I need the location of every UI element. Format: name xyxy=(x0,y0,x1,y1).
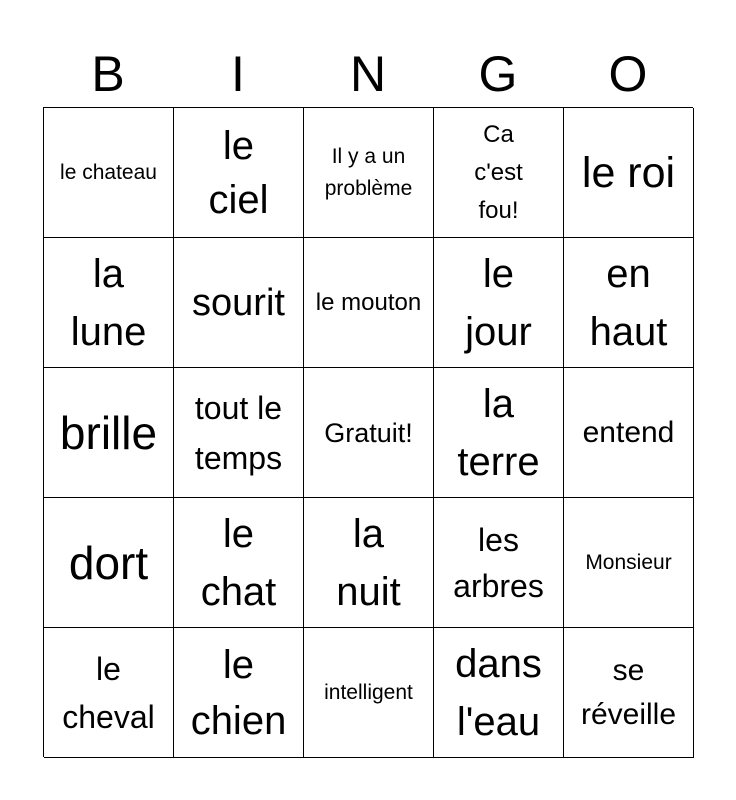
cell-text: le chateau xyxy=(60,160,157,184)
bingo-cell[interactable] xyxy=(44,238,174,368)
cell-text: tout le temps xyxy=(194,389,283,476)
bingo-cell[interactable] xyxy=(434,628,564,758)
bingo-cell[interactable] xyxy=(564,368,694,498)
bingo-cell[interactable] xyxy=(434,108,564,238)
bingo-cell[interactable] xyxy=(304,498,434,628)
bingo-cell[interactable] xyxy=(174,368,304,498)
bingo-cell[interactable] xyxy=(174,498,304,628)
bingo-cell[interactable] xyxy=(44,498,174,628)
cell-text: le jour xyxy=(465,251,532,354)
bingo-cell[interactable] xyxy=(564,498,694,628)
bingo-header xyxy=(43,44,693,104)
header-letter-g: G xyxy=(478,46,518,102)
bingo-cell[interactable] xyxy=(564,108,694,238)
cell-text: Gratuit! xyxy=(324,417,413,448)
bingo-cell[interactable] xyxy=(174,628,304,758)
cell-text: la terre xyxy=(457,381,540,484)
bingo-card-grid xyxy=(43,107,693,757)
cell-text: la nuit xyxy=(336,511,401,614)
bingo-cell[interactable] xyxy=(434,238,564,368)
cell-text: les arbres xyxy=(453,521,544,604)
cell-text: le chat xyxy=(200,511,277,614)
cell-text: en haut xyxy=(589,251,668,354)
cell-text: Monsieur xyxy=(585,550,672,574)
header-letter-n: N xyxy=(349,46,387,102)
cell-text: le cheval xyxy=(62,650,155,735)
header-letter-b: B xyxy=(91,46,125,102)
cell-text: le mouton xyxy=(315,288,422,316)
header-letter-i: I xyxy=(231,46,245,102)
bingo-cell[interactable] xyxy=(434,368,564,498)
bingo-cell[interactable] xyxy=(434,498,564,628)
bingo-cell[interactable] xyxy=(304,368,434,498)
cell-text: entend xyxy=(582,415,675,449)
bingo-cell[interactable] xyxy=(44,368,174,498)
cell-text: le roi xyxy=(581,148,676,197)
bingo-cell[interactable] xyxy=(304,238,434,368)
cell-text: le chien xyxy=(190,642,287,743)
cell-text: intelligent xyxy=(324,680,413,704)
bingo-cell[interactable] xyxy=(44,628,174,758)
cell-text: Il y a un problème xyxy=(324,144,413,200)
bingo-cell[interactable] xyxy=(174,238,304,368)
cell-text: dort xyxy=(68,536,149,589)
cell-text: dans l'eau xyxy=(455,641,542,744)
header-letter-o: O xyxy=(608,46,648,102)
cell-text: brille xyxy=(59,406,158,459)
cell-text: sourit xyxy=(192,281,285,324)
bingo-cell[interactable] xyxy=(174,108,304,238)
cell-text: se réveille xyxy=(580,653,677,731)
cell-text: la lune xyxy=(70,251,147,354)
bingo-cell[interactable] xyxy=(304,108,434,238)
cell-text: le ciel xyxy=(208,123,269,222)
bingo-cell[interactable] xyxy=(44,108,174,238)
bingo-cell[interactable] xyxy=(564,628,694,758)
bingo-cell[interactable] xyxy=(304,628,434,758)
bingo-cell[interactable] xyxy=(564,238,694,368)
cell-text: Ca c'est fou! xyxy=(474,120,523,224)
